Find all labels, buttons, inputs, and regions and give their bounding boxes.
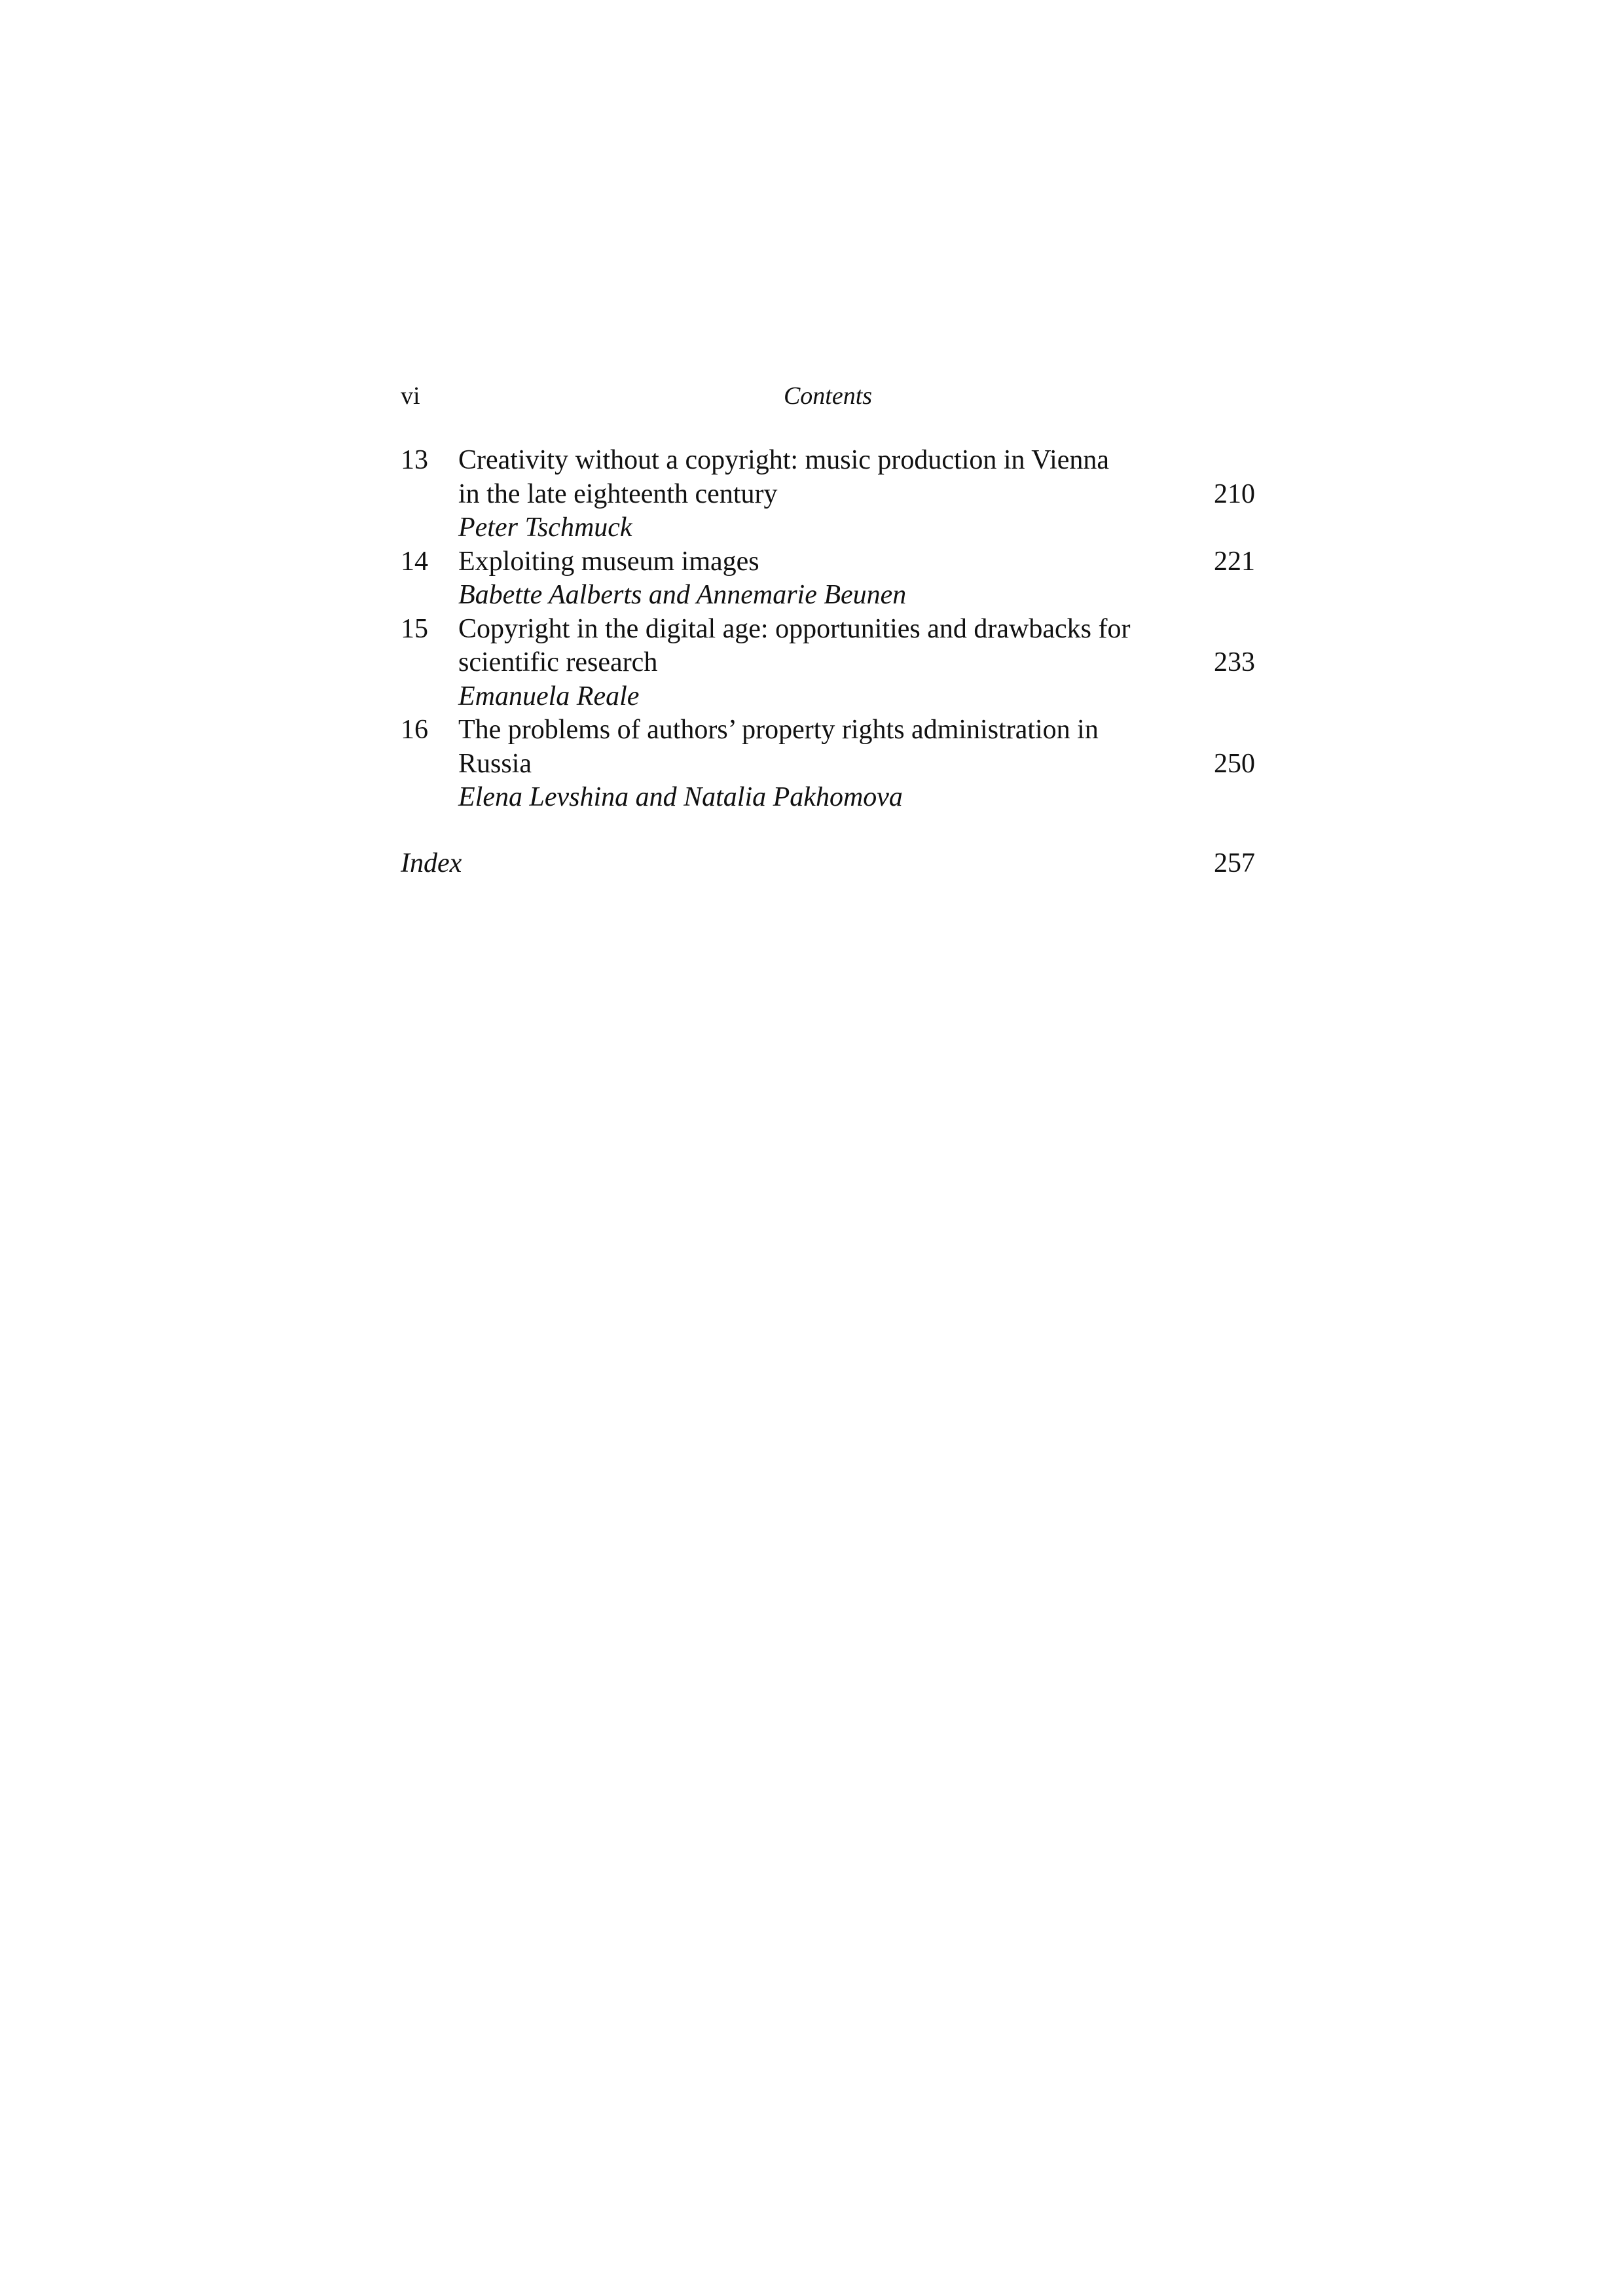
chapter-page-number: 221 — [1214, 546, 1255, 577]
chapter-author: Emanuela Reale — [458, 681, 640, 711]
chapter-number: 16 — [401, 715, 428, 745]
toc-entry-index[interactable] — [401, 847, 1255, 881]
chapter-number: 13 — [401, 445, 428, 475]
chapter-title-line: Creativity without a copyright: music production in Vienna — [458, 445, 1110, 475]
toc-entry-16[interactable] — [401, 713, 1255, 815]
entry-body — [458, 613, 1150, 714]
index-label: Index — [401, 848, 462, 878]
chapter-title-line: The problems of authors’ property rights administration in — [458, 715, 1099, 745]
toc-entry-14[interactable] — [401, 545, 1255, 613]
entry-body — [458, 713, 1150, 815]
chapter-author: Babette Aalberts and Annemarie Beunen — [458, 580, 907, 610]
chapter-title-line: in the late eighteenth century — [458, 478, 778, 509]
running-title: Contents — [783, 382, 873, 410]
chapter-title-line: Exploiting museum images — [458, 546, 759, 577]
toc-entry-13[interactable] — [401, 444, 1255, 545]
chapter-page-number: 233 — [1214, 647, 1255, 677]
chapter-author: Peter Tschmuck — [458, 512, 632, 543]
index-page-number: 257 — [1214, 848, 1255, 878]
running-head — [401, 380, 1255, 412]
chapter-number: 15 — [401, 613, 428, 644]
chapter-number: 14 — [401, 546, 428, 577]
chapter-author: Elena Levshina and Natalia Pakhomova — [458, 782, 903, 812]
page-folio: vi — [401, 382, 420, 410]
entry-body — [458, 444, 1150, 545]
chapter-title-line: Russia — [458, 748, 532, 779]
chapter-page-number: 250 — [1214, 748, 1255, 779]
chapter-title-line: Copyright in the digital age: opportunities and drawbacks for — [458, 613, 1131, 644]
chapter-page-number: 210 — [1214, 478, 1255, 509]
table-of-contents — [401, 444, 1255, 881]
toc-entry-15[interactable] — [401, 613, 1255, 714]
chapter-title-line: scientific research — [458, 647, 658, 677]
entry-body — [458, 545, 1150, 613]
